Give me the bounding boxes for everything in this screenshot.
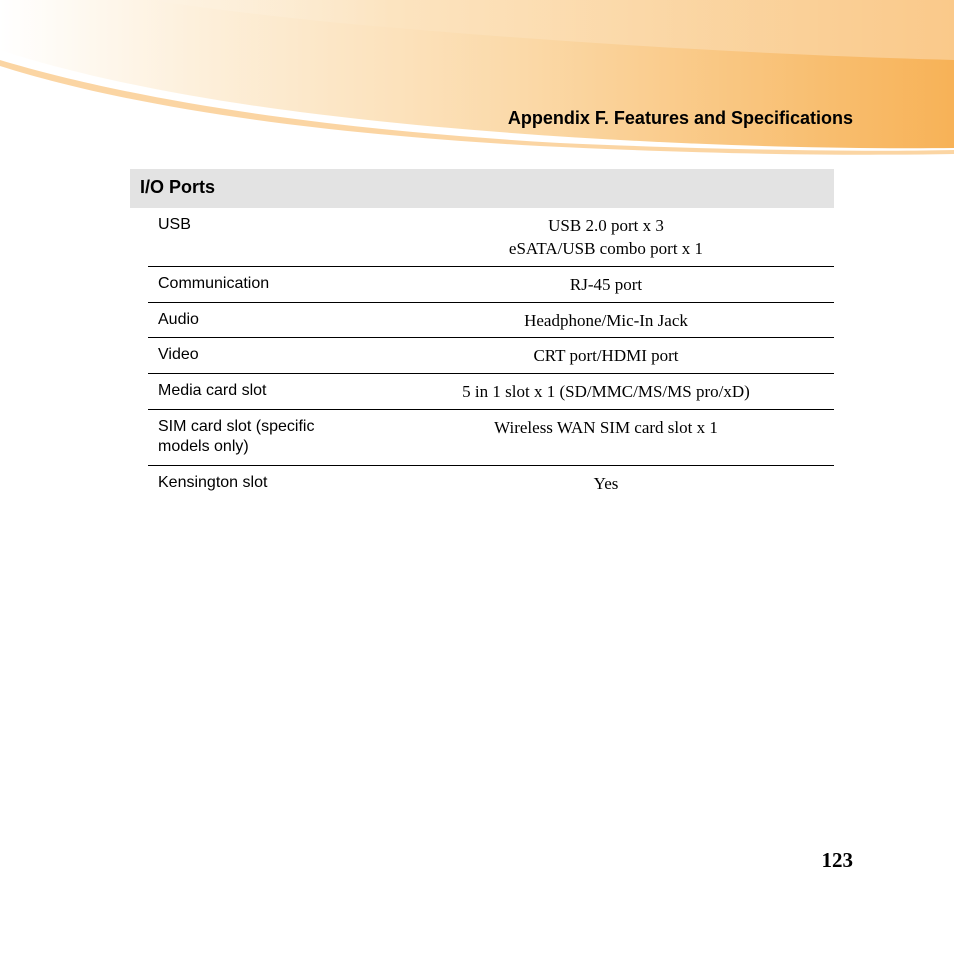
table-row [148, 374, 834, 410]
table-row [148, 267, 834, 303]
spec-value-line: 5 in 1 slot x 1 (SD/MMC/MS/MS pro/xD) [462, 382, 750, 401]
spec-value-line: eSATA/USB combo port x 1 [508, 239, 704, 258]
table-row [148, 208, 834, 267]
spec-value [378, 416, 834, 439]
spec-value [378, 344, 834, 367]
spec-value [378, 472, 834, 495]
spec-value-line: Headphone/Mic-In Jack [524, 311, 688, 330]
spec-label: Communication [158, 275, 270, 292]
spec-value-line: CRT port/HDMI port [533, 346, 679, 365]
chapter-heading: Appendix F. Features and Specifications [507, 108, 853, 128]
spec-value [378, 309, 834, 332]
page-number: 123 [821, 848, 853, 872]
spec-table [148, 208, 834, 502]
table-row [148, 303, 834, 338]
spec-value-line: USB 2.0 port x 3 [548, 216, 664, 235]
spec-label: Video [158, 346, 199, 363]
header-decorative-band [0, 0, 954, 160]
spec-value [378, 214, 834, 260]
spec-value-line: Wireless WAN SIM card slot x 1 [494, 418, 718, 437]
spec-label: Audio [158, 311, 199, 328]
table-row [148, 466, 834, 502]
spec-label: SIM card slot (specific models only) [158, 418, 315, 455]
section-title: I/O Ports [140, 177, 216, 197]
spec-label: USB [158, 216, 191, 233]
spec-value-line: RJ-45 port [569, 275, 643, 294]
table-row [148, 410, 834, 466]
spec-value-line: Yes [593, 474, 619, 493]
spec-label: Kensington slot [158, 474, 268, 491]
section-header-bar [130, 169, 834, 208]
spec-value [378, 380, 834, 403]
table-row [148, 338, 834, 374]
spec-label: Media card slot [158, 382, 267, 399]
spec-value [378, 273, 834, 296]
